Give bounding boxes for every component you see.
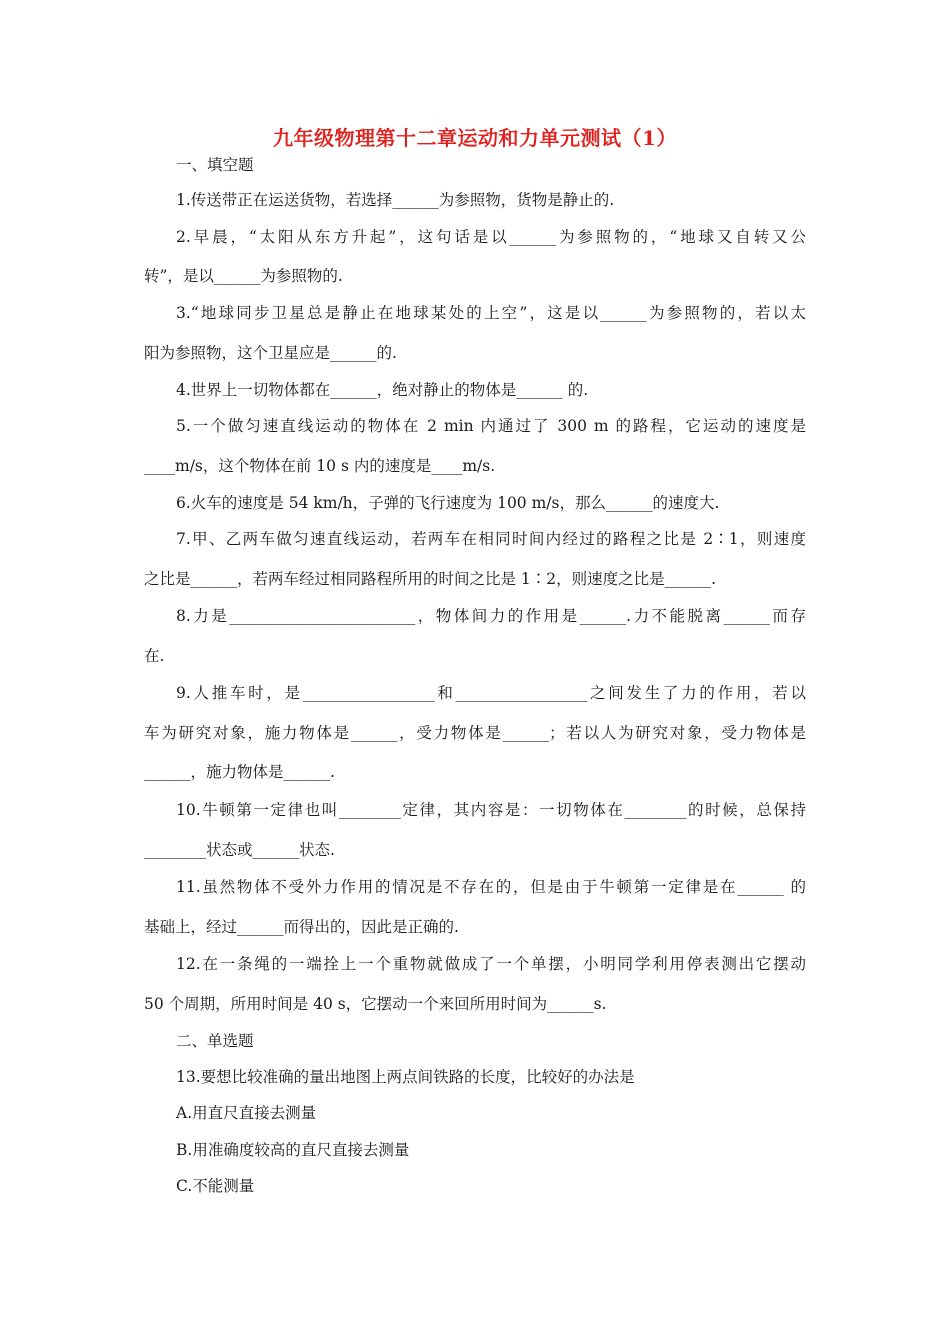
question-7-cont: 之比是______，若两车经过相同路程所用的时间之比是 1∶2，则速度之比是______. <box>144 570 717 588</box>
question-3-cont: 阳为参照物，这个卫星应是______的. <box>144 344 397 362</box>
question-8-cont: 在. <box>144 647 165 665</box>
question-9-cont-2: ______，施力物体是______. <box>144 763 335 781</box>
question-9: 9.人推车时，是_________________和_________________之间发生了力的作用，若以 <box>176 684 806 702</box>
question-5-cont: ____m/s，这个物体在前 10 s 内的速度是____m/s. <box>144 457 496 475</box>
question-3: 3.“地球同步卫星总是静止在地球某处的上空”，这是以______为参照物的，若以太 <box>176 304 806 322</box>
question-11-cont: 基础上，经过______而得出的，因此是正确的. <box>144 918 459 936</box>
question-1: 1.传送带正在运送货物，若选择______为参照物，货物是静止的. <box>176 191 615 209</box>
question-9-cont: 车为研究对象，施力物体是______，受力物体是______；若以人为研究对象，受力物体是 <box>144 724 806 742</box>
option-c: C.不能测量 <box>176 1177 255 1195</box>
section-heading-2: 二、单选题 <box>176 1032 254 1050</box>
section-heading: 一、填空题 <box>176 156 254 174</box>
question-5: 5.一个做匀速直线运动的物体在 2 min 内通过了 300 m 的路程，它运动的速度是 <box>176 417 806 435</box>
option-a: A.用直尺直接去测量 <box>176 1104 317 1122</box>
option-b: B.用准确度较高的直尺直接去测量 <box>176 1141 410 1159</box>
question-2: 2.早晨，“太阳从东方升起”，这句话是以______为参照物的，“地球又自转又公 <box>176 228 806 246</box>
question-10: 10.牛顿第一定律也叫________定律，其内容是：一切物体在________的时候，总保持 <box>176 801 806 819</box>
question-6: 6.火车的速度是 54 km/h，子弹的飞行速度为 100 m/s，那么______的速度大. <box>176 494 720 512</box>
question-4: 4.世界上一切物体都在______，绝对静止的物体是______ 的. <box>176 381 589 399</box>
question-7: 7.甲、乙两车做匀速直线运动，若两车在相同时间内经过的路程之比是 2∶1，则速度 <box>176 530 806 548</box>
question-10-cont: ________状态或______状态. <box>144 841 335 859</box>
question-8: 8.力是________________________，物体间力的作用是______.力不能脱离______而存 <box>176 607 806 625</box>
document-title: 九年级物理第十二章运动和力单元测试（1） <box>273 126 677 150</box>
question-11: 11.虽然物体不受外力作用的情况是不存在的，但是由于牛顿第一定律是在______ 的 <box>176 878 806 896</box>
question-13: 13.要想比较准确的量出地图上两点间铁路的长度，比较好的办法是 <box>176 1068 635 1086</box>
question-2-cont: 转”，是以______为参照物的. <box>144 267 343 285</box>
question-12-cont: 50 个周期，所用时间是 40 s，它摆动一个来回所用时间为______s. <box>144 995 607 1013</box>
question-12: 12.在一条绳的一端拴上一个重物就做成了一个单摆，小明同学利用停表测出它摆动 <box>176 955 806 973</box>
